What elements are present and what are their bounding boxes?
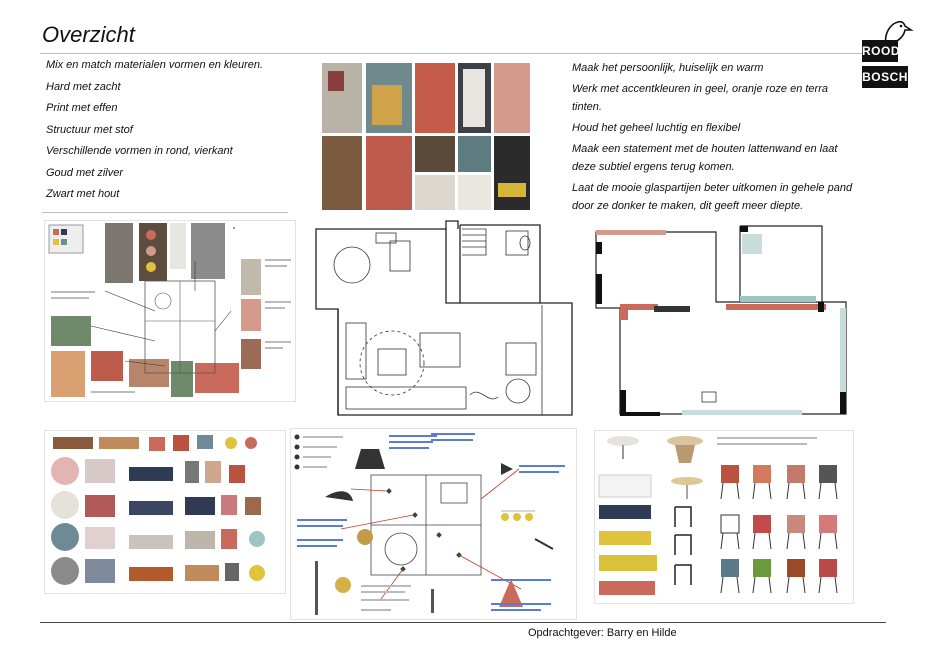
mood-photo [494,63,530,133]
colored-plan-drawing [592,218,852,418]
page-title: Overzicht [42,22,135,47]
moodboard-collage [322,63,530,210]
left-point: Verschillende vormen in rond, vierkant [46,145,233,157]
mood-photo-detail [463,69,485,127]
mood-photo [415,175,455,210]
mood-photo [415,136,455,172]
furniture-collage [44,430,286,594]
right-point: Houd het geheel luchtig en flexibel [572,122,741,134]
mood-photo-detail [498,183,526,197]
header-divider [40,53,878,54]
floor-plan-sketch [310,215,580,420]
left-point: Zwart met hout [46,188,120,200]
left-points [46,59,306,210]
right-point: Laat de mooie glaspartijen beter uitkomen in gehele pand door ze donker te maken, dit geeft meer diepte. [572,182,853,212]
right-points [572,59,857,218]
logo-word-bosch: BOSCH [862,66,908,88]
logo-word-rood: ROOD [862,40,898,62]
left-point: Mix en match materialen vormen en kleuren. [46,59,264,71]
annotated-plan-collage [44,220,296,402]
footer-divider [40,622,886,623]
mood-photo [458,136,491,172]
left-point: Structuur met stof [46,123,133,136]
left-point: Goud met zilver [46,166,124,179]
mood-photo-detail [328,71,344,91]
mood-photo [458,175,491,210]
tables-chairs-collage [594,430,854,604]
mood-photo [322,136,362,210]
roodbosch-logo [862,20,914,90]
mood-photo [415,63,455,133]
right-point: Maak het persoonlijk, huiselijk en warm [572,62,764,74]
floor-plan-drawing [310,215,580,420]
right-point: Maak een statement met de houten lattenwand en laat deze subtiel ergens terug komen. [572,143,838,173]
mood-photo [494,136,530,210]
right-point: Werk met accentkleuren in geel, oranje roze en terra tinten. [572,83,828,113]
lighting-plan-drawing [291,429,576,619]
furniture-drawing [45,431,285,593]
mood-photo-detail [372,85,402,125]
left-point: Print met effen [46,102,118,114]
mood-photo [366,136,412,210]
annotated-plan-drawing [45,221,295,401]
tables-chairs-drawing [595,431,853,603]
lighting-plan [290,428,577,620]
colored-floor-plan [592,218,852,418]
left-point: Hard met zacht [46,80,121,93]
left-divider [42,212,288,213]
client-line: Opdrachtgever: Barry en Hilde [528,627,677,639]
